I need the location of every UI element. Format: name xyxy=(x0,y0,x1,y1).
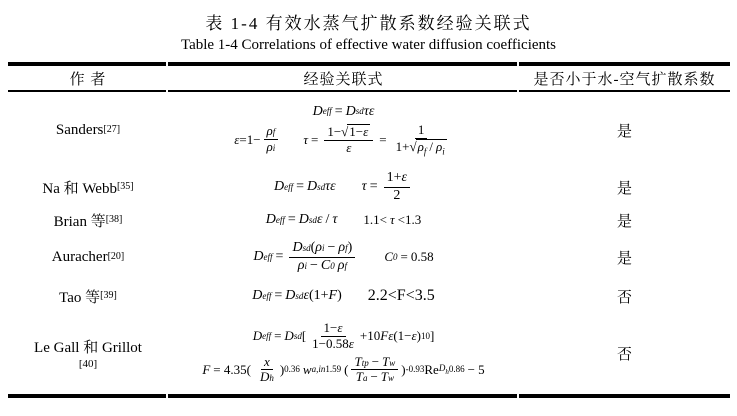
math-token: ( xyxy=(344,361,349,377)
math-token: a,in xyxy=(311,364,326,375)
math-token: / xyxy=(325,212,330,227)
sanders-formula-line1 xyxy=(313,104,375,120)
math-token: = xyxy=(369,179,378,194)
denominator xyxy=(309,337,357,352)
math-token: f xyxy=(345,243,348,254)
math-token: ρ xyxy=(435,138,443,154)
math-token: eff xyxy=(284,181,294,192)
math-token: eff xyxy=(263,251,273,262)
math-token: ε xyxy=(363,123,369,139)
math-token: h xyxy=(445,367,449,376)
math-token xyxy=(439,364,449,376)
formula-cell-legall xyxy=(168,312,519,394)
denominator xyxy=(390,188,403,204)
math-token: 0 xyxy=(393,251,398,262)
math-token: 0.36 xyxy=(284,364,300,375)
author-cell-sanders xyxy=(8,92,168,168)
numerator xyxy=(415,123,428,139)
math-token: f xyxy=(272,127,276,138)
math-token: ε xyxy=(348,335,354,351)
math-token: 1 xyxy=(417,121,425,137)
math-token: τ xyxy=(303,131,308,147)
answer-cell-na-webb: 是 xyxy=(616,180,632,197)
math-token: T xyxy=(354,353,362,369)
math-token: ρ xyxy=(297,257,305,273)
math-token: ε xyxy=(401,170,408,186)
math-token: w xyxy=(389,357,396,368)
formula-cell-tao xyxy=(168,280,519,312)
math-token: C xyxy=(320,257,331,273)
denominator xyxy=(393,139,450,157)
fraction xyxy=(289,240,355,273)
na-webb-equation xyxy=(274,179,336,195)
sqrt-sign: √ xyxy=(409,138,417,154)
math-token: sd xyxy=(302,243,311,254)
math-token: ) xyxy=(416,328,421,344)
math-token: τ xyxy=(389,212,395,227)
author-name: Na 和 Webb xyxy=(42,180,117,197)
answer-cell-tao: 否 xyxy=(616,289,632,306)
math-token: D xyxy=(273,179,285,194)
math-token: τε xyxy=(325,179,336,194)
numerator xyxy=(384,170,410,187)
answer-cell-legall: 否 xyxy=(616,346,632,363)
math-token: ( xyxy=(310,240,316,256)
numerator xyxy=(324,124,373,141)
math-token: w xyxy=(302,361,312,377)
math-token: F xyxy=(380,328,389,344)
brian-condition xyxy=(363,212,421,228)
math-token: h xyxy=(269,373,274,384)
numerator xyxy=(321,321,346,337)
math-token: sd xyxy=(317,181,326,192)
numerator xyxy=(264,124,279,140)
tao-condition xyxy=(368,287,435,305)
math-token: = xyxy=(296,179,304,194)
math-token: eff xyxy=(262,330,272,341)
math-token: ] xyxy=(429,328,435,344)
auracher-equation xyxy=(253,240,358,273)
math-token: 1.1< xyxy=(363,212,387,227)
math-token: 2.2<F<3.5 xyxy=(367,287,435,304)
math-token: 1− xyxy=(327,123,342,139)
math-token: i xyxy=(442,146,445,157)
author-name: Auracher xyxy=(51,248,108,265)
math-token: D xyxy=(312,103,323,119)
math-token: ρ xyxy=(266,139,273,154)
math-token: = xyxy=(379,131,387,147)
math-token: D xyxy=(252,328,263,344)
math-token: eff xyxy=(262,290,272,301)
denominator xyxy=(343,141,354,156)
math-token: = xyxy=(287,212,296,227)
fraction xyxy=(264,124,279,155)
column-header-author: 作 者 xyxy=(69,71,107,88)
reference-number: [39] xyxy=(100,290,117,301)
formula-cell-sanders xyxy=(168,92,519,168)
math-token: 1−0.58 xyxy=(312,335,349,351)
math-token: i xyxy=(272,143,276,153)
formula-cell-auracher xyxy=(168,234,519,280)
math-token: ε xyxy=(388,328,394,344)
math-token: 1− xyxy=(323,319,338,335)
math-token: =1− xyxy=(239,131,261,147)
sanders-formula-line2 xyxy=(234,123,453,157)
math-token: D xyxy=(259,369,270,385)
denominator xyxy=(257,370,277,385)
math-token: = xyxy=(274,328,282,344)
legall-formula-line1 xyxy=(253,321,435,352)
sqrt-sign: √ xyxy=(341,123,349,139)
auracher-condition xyxy=(384,249,433,265)
math-token: ε xyxy=(316,212,323,227)
math-token: +10 xyxy=(359,328,381,344)
math-token: [ xyxy=(301,328,307,344)
math-token: Re xyxy=(424,361,439,377)
math-token: ρ xyxy=(337,257,345,273)
math-token: sd xyxy=(355,106,364,117)
radicand xyxy=(416,139,447,157)
author-cell-auracher xyxy=(8,234,168,280)
math-token: (1+ xyxy=(308,288,329,303)
author-cell-legall xyxy=(8,312,168,394)
denominator xyxy=(264,140,279,155)
border-segment xyxy=(519,394,730,398)
math-token: D xyxy=(298,212,309,227)
math-token: = 4.35( xyxy=(213,361,251,377)
author-name: Sanders xyxy=(55,121,104,138)
math-token: D xyxy=(345,103,356,119)
math-token: C xyxy=(384,249,393,264)
denominator xyxy=(353,370,397,385)
reference-number: [35] xyxy=(116,181,134,192)
math-token: x xyxy=(263,353,270,369)
math-token: ρ xyxy=(417,138,424,154)
math-token: ρ xyxy=(338,240,346,256)
reference-number: [40] xyxy=(78,358,98,370)
table-grid xyxy=(8,66,730,394)
math-token: 1− xyxy=(349,123,364,139)
math-token: i xyxy=(304,260,307,271)
math-token: ε xyxy=(234,131,240,147)
radicand xyxy=(347,124,370,140)
answer-cell-brian: 是 xyxy=(616,213,632,230)
math-token: D xyxy=(292,240,303,256)
math-token: F xyxy=(328,288,338,303)
math-token: w xyxy=(388,373,395,384)
math-token: ρ xyxy=(266,123,273,139)
reference-number: [20] xyxy=(107,251,125,262)
math-token: = xyxy=(334,103,343,119)
author-cell-tao xyxy=(8,280,168,312)
tao-equation xyxy=(252,288,342,304)
math-token: F xyxy=(202,361,211,377)
porosity-definition xyxy=(234,124,281,155)
fraction xyxy=(309,321,357,352)
brian-equation xyxy=(266,212,338,228)
fraction xyxy=(324,124,373,156)
math-token: 1+ xyxy=(395,138,410,154)
math-token: − xyxy=(327,240,336,256)
reference-number: [38] xyxy=(105,214,123,225)
math-token: T xyxy=(380,369,389,385)
math-token: ε xyxy=(411,328,417,344)
fraction xyxy=(393,123,450,157)
page-title-english: Table 1-4 Correlations of effective water diffusion coefficients xyxy=(180,37,557,53)
math-token: D xyxy=(252,288,263,303)
numerator xyxy=(261,355,273,371)
math-token: sd xyxy=(308,214,317,225)
math-token: D xyxy=(253,249,264,264)
author-cell-brian xyxy=(8,206,168,234)
border-segment xyxy=(8,394,166,398)
math-token: tp xyxy=(361,357,369,368)
math-token: ε xyxy=(346,139,352,155)
math-token: D xyxy=(438,363,446,374)
math-token: τε xyxy=(363,103,375,119)
table-bottom-border xyxy=(8,394,730,398)
math-token: − xyxy=(370,369,378,385)
math-token: i xyxy=(321,243,325,254)
author-name: Brian 等 xyxy=(53,213,106,230)
math-token: ) xyxy=(337,288,342,303)
math-token: 0.58 xyxy=(410,249,434,264)
square-root xyxy=(341,124,370,140)
math-token: D xyxy=(284,328,294,344)
math-token: eff xyxy=(275,214,285,225)
legall-formula-line2 xyxy=(202,355,484,386)
denominator xyxy=(295,258,350,274)
math-token: = xyxy=(310,131,319,147)
math-token: − xyxy=(310,257,318,273)
author-name: Le Gall 和 Grillot xyxy=(34,340,142,356)
math-token: ( xyxy=(393,328,398,344)
formula-cell-brian xyxy=(168,206,519,234)
math-token: ρ xyxy=(315,240,322,256)
math-token: -0.93 xyxy=(405,364,425,375)
tortuosity-definition xyxy=(303,123,452,157)
math-token: = xyxy=(274,288,283,303)
math-token: / xyxy=(429,138,433,154)
math-token: ) xyxy=(279,361,285,377)
math-token: D xyxy=(265,212,276,227)
math-token: 1− xyxy=(397,328,412,344)
math-token: = xyxy=(400,249,408,264)
math-token: τ xyxy=(332,212,338,227)
math-token: − xyxy=(371,353,380,369)
math-token: τ xyxy=(361,179,367,194)
math-token: f xyxy=(344,260,347,271)
column-header-question: 是否小于水-空气扩散系数 xyxy=(533,71,716,88)
math-token: 10 xyxy=(420,330,430,341)
fraction xyxy=(257,355,277,386)
math-token: ε xyxy=(337,319,343,335)
math-token: ) xyxy=(401,361,406,377)
math-token: f xyxy=(423,146,427,157)
page-title-chinese: 表 1-4 有效水蒸气扩散系数经验关联式 xyxy=(205,14,532,33)
fraction xyxy=(351,355,398,386)
math-token: = xyxy=(275,249,284,264)
answer-cell-sanders: 是 xyxy=(616,123,632,140)
square-root xyxy=(409,139,446,157)
math-token: sd xyxy=(295,290,304,301)
math-token: 1.59 xyxy=(325,364,342,375)
math-token: T xyxy=(355,369,363,385)
math-token: D xyxy=(307,179,318,194)
math-token: 2 xyxy=(393,187,401,203)
numerator xyxy=(351,355,398,371)
math-token: <1.3 xyxy=(397,212,422,227)
math-token: 0 xyxy=(330,260,335,271)
math-token: D xyxy=(285,288,296,303)
border-segment xyxy=(168,394,517,398)
math-token: T xyxy=(382,353,390,369)
math-token: − 5 xyxy=(467,361,485,377)
na-webb-condition xyxy=(362,170,413,203)
math-token: a xyxy=(362,373,368,384)
correlations-table xyxy=(8,62,730,398)
formula-cell-na-webb xyxy=(168,168,519,206)
author-cell-na-webb xyxy=(8,168,168,206)
math-token: 1+ xyxy=(386,170,402,186)
numerator xyxy=(289,240,355,257)
author-name: Tao 等 xyxy=(59,289,101,306)
math-token: 0.86 xyxy=(448,364,465,375)
math-token: ) xyxy=(347,240,353,256)
answer-cell-auracher: 是 xyxy=(616,250,632,267)
math-token: eff xyxy=(322,106,332,117)
math-token: ε xyxy=(303,288,309,303)
reference-number: [27] xyxy=(103,124,121,135)
column-header-formula: 经验关联式 xyxy=(303,71,384,88)
fraction xyxy=(384,170,410,203)
math-token: sd xyxy=(293,330,302,341)
